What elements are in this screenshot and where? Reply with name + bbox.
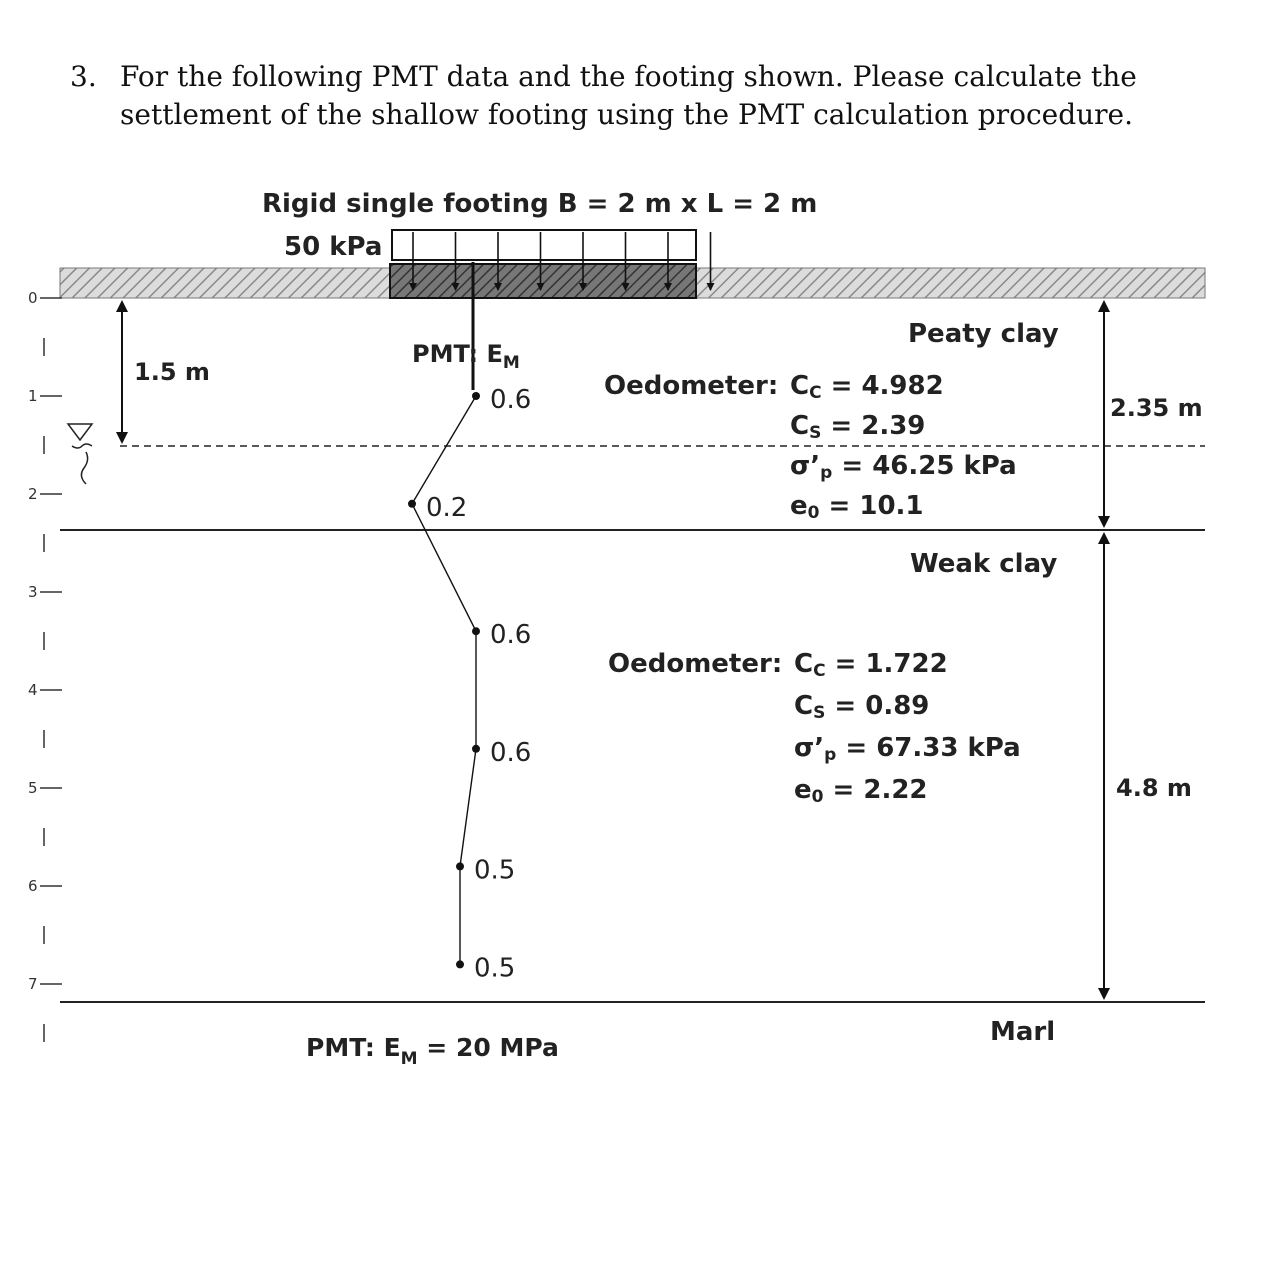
weak-thickness-label: 4.8 m — [1116, 774, 1192, 802]
question-number: 3. — [70, 60, 97, 93]
pmt-point — [472, 745, 480, 753]
question-body: For the following PMT data and the footing shown. Please calculate the settlement of the shallow footing using the PMT calculation procedure. — [120, 60, 1137, 131]
depth-tick-label: 4 — [28, 681, 38, 699]
peaty-thickness-label: 2.35 m — [1110, 394, 1203, 422]
weak-clay-properties — [608, 549, 1057, 807]
depth-tick-label: 2 — [28, 485, 38, 503]
depth-tick-label: 3 — [28, 583, 38, 601]
weak-sigma-p: σ’p = 67.33 kPa — [794, 733, 1021, 765]
marl-name: Marl — [990, 1017, 1056, 1047]
pmt-point — [456, 960, 464, 968]
pmt-value-label: 0.6 — [490, 385, 532, 415]
weak-clay-name: Weak clay — [910, 549, 1058, 579]
peaty-clay-properties — [604, 319, 1059, 523]
pmt-value-label: 0.5 — [474, 953, 516, 984]
pmt-point — [472, 392, 480, 400]
marl-pmt: PMT: $E_M = 20$ MPa — [306, 1033, 559, 1069]
footing — [390, 264, 696, 298]
pmt-value-label: 0.6 — [490, 620, 532, 651]
peaty-e0: e0 = 10.1 — [790, 491, 924, 523]
water-table-icon — [68, 424, 92, 484]
pmt-point — [408, 500, 416, 508]
weak-oedometer-label: Oedometer: — [608, 649, 783, 679]
pmt-value-label: 0.2 — [426, 492, 468, 523]
pmt-value-label: 0.6 — [490, 737, 532, 768]
pmt-header: PMT: $E_M$ — [412, 340, 520, 373]
peaty-oedometer-label: Oedometer: — [604, 371, 779, 401]
depth-ruler — [28, 289, 62, 1042]
pmt-point — [456, 862, 464, 870]
depth-tick-label: 1 — [28, 387, 38, 405]
depth-tick-label: 0 — [28, 289, 38, 307]
footing-label: Rigid single footing B = 2 m x L = 2 m — [262, 189, 818, 219]
depth-tick-label: 7 — [28, 975, 38, 993]
depth-tick-label: 5 — [28, 779, 38, 797]
peaty-cs: CS = 2.39 — [790, 411, 926, 443]
weak-cc: CC = 1.722 — [794, 649, 948, 681]
water-depth-label: 1.5 m — [134, 358, 210, 386]
peaty-sigma-p: σ’p = 46.25 kPa — [790, 451, 1017, 483]
peaty-clay-name: Peaty clay — [908, 319, 1059, 349]
weak-cs: CS = 0.89 — [794, 691, 930, 723]
pmt-value-label: 0.5 — [474, 855, 516, 886]
peaty-cc: CC = 4.982 — [790, 371, 944, 403]
depth-tick-label: 6 — [28, 877, 38, 895]
pmt-profile-line — [412, 396, 476, 964]
pmt-point — [472, 627, 480, 635]
weak-e0: e0 = 2.22 — [794, 775, 928, 807]
pmt-profile — [408, 385, 531, 983]
load-label: 50 kPa — [284, 232, 383, 262]
